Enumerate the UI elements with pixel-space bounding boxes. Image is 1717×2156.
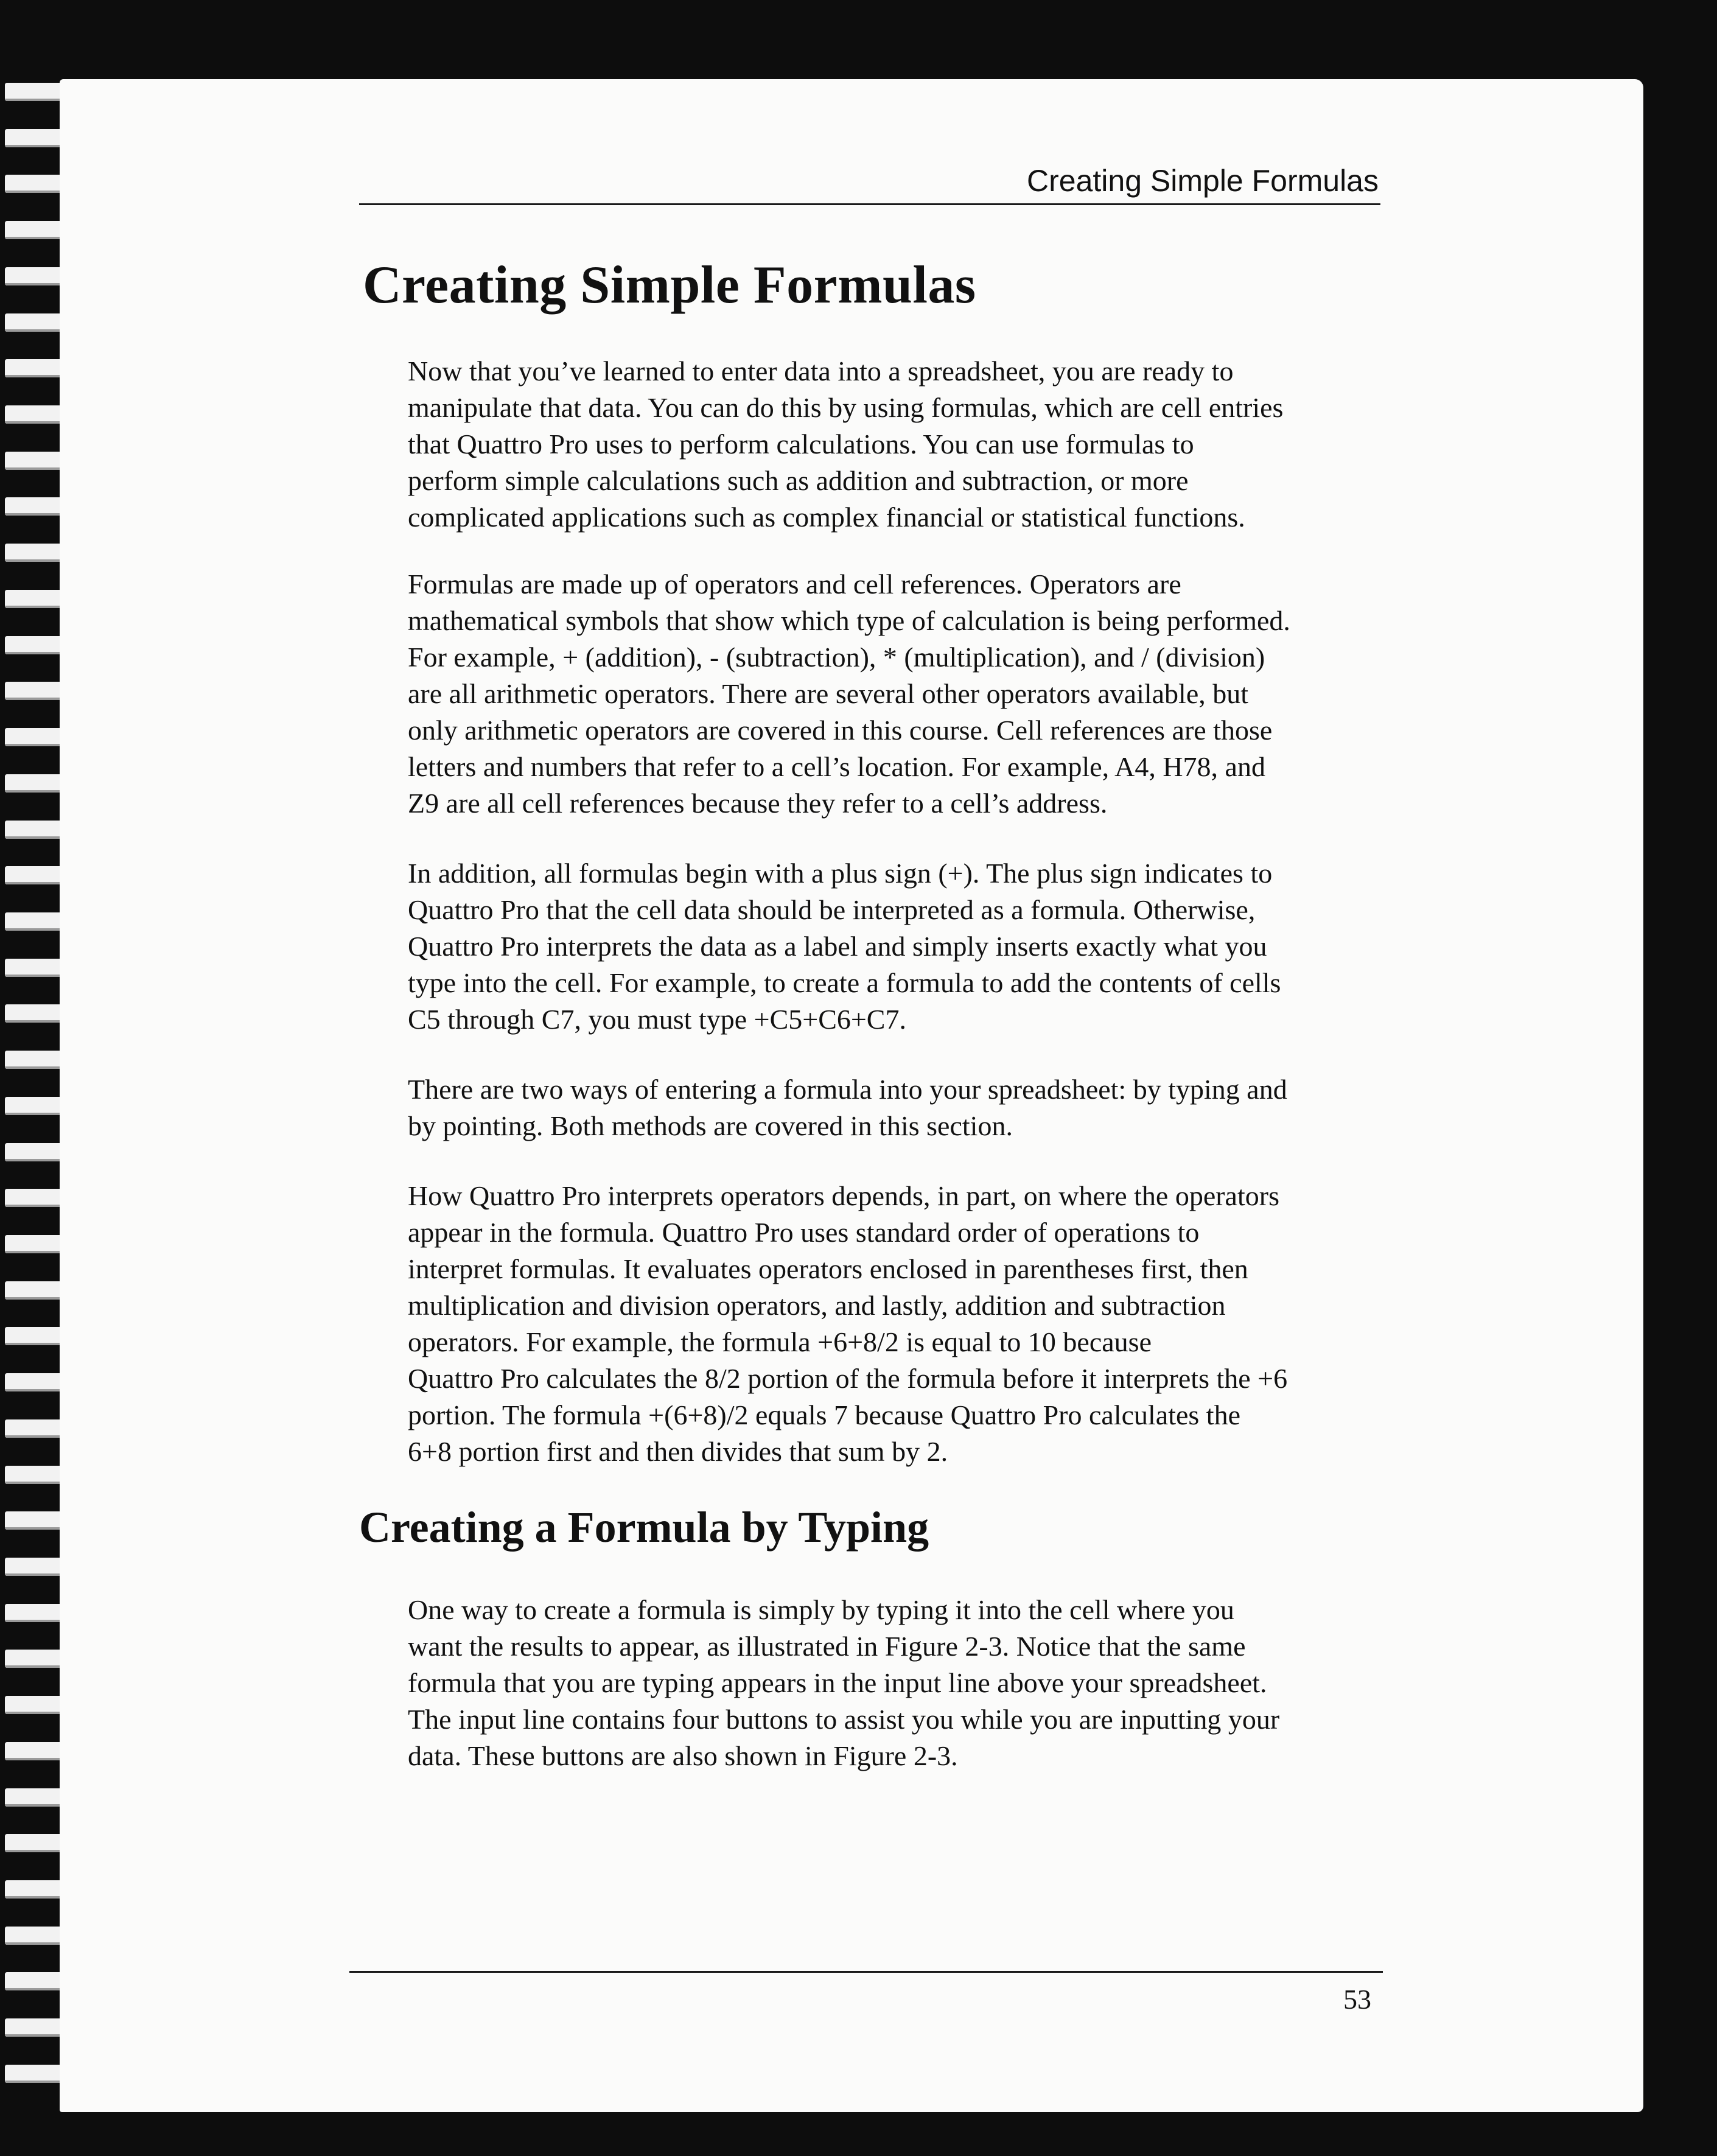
text-line: type into the cell. For example, to create a formula to add the contents of cells — [408, 967, 1281, 998]
text-line: manipulate that data. You can do this by using formulas, which are cell entries — [408, 392, 1284, 423]
header-rule — [359, 203, 1380, 205]
text-line: Quattro Pro calculates the 8/2 portion of the formula before it interprets the +6 — [408, 1363, 1288, 1394]
text-line: are all arithmetic operators. There are several other operators available, but — [408, 678, 1249, 709]
text-line: C5 through C7, you must type +C5+C6+C7. — [408, 1004, 906, 1035]
text-line: multiplication and division operators, and lastly, addition and subtraction — [408, 1290, 1226, 1321]
paragraph-1 — [408, 353, 1388, 536]
text-line: want the results to appear, as illustrated in Figure 2-3. Notice that the same — [408, 1631, 1246, 1662]
text-line: complicated applications such as complex financial or statistical functions. — [408, 502, 1245, 533]
text-line: letters and numbers that refer to a cell’s location. For example, A4, H78, and — [408, 751, 1265, 782]
text-line: Quattro Pro interprets the data as a label and simply inserts exactly what you — [408, 931, 1267, 962]
paragraph-3 — [408, 855, 1388, 1038]
text-line: interpret formulas. It evaluates operators enclosed in parentheses first, then — [408, 1253, 1248, 1284]
running-header: Creating Simple Formulas — [1027, 164, 1379, 198]
text-line: only arithmetic operators are covered in this course. Cell references are those — [408, 715, 1273, 746]
text-line: that Quattro Pro uses to perform calculations. You can use formulas to — [408, 429, 1194, 460]
text-line: formula that you are typing appears in the input line above your spreadsheet. — [408, 1667, 1267, 1698]
text-line: Z9 are all cell references because they refer to a cell’s address. — [408, 788, 1108, 819]
text-line: mathematical symbols that show which type of calculation is being performed. — [408, 605, 1290, 636]
paragraph-2 — [408, 566, 1388, 822]
text-line: There are two ways of entering a formula into your spreadsheet: by typing and — [408, 1074, 1287, 1105]
text-line: In addition, all formulas begin with a plus sign (+). The plus sign indicates to — [408, 858, 1273, 889]
page-number: 53 — [1343, 1984, 1371, 2015]
text-line: One way to create a formula is simply by typing it into the cell where you — [408, 1594, 1234, 1625]
text-line: Quattro Pro that the cell data should be interpreted as a formula. Otherwise, — [408, 894, 1256, 925]
text-line: portion. The formula +(6+8)/2 equals 7 because Quattro Pro calculates the — [408, 1399, 1241, 1430]
text-line: operators. For example, the formula +6+8/2 is equal to 10 because — [408, 1326, 1152, 1357]
text-line: by pointing. Both methods are covered in this section. — [408, 1110, 1013, 1141]
text-line: Now that you’ve learned to enter data into a spreadsheet, you are ready to — [408, 355, 1234, 387]
text-line: How Quattro Pro interprets operators depends, in part, on where the operators — [408, 1180, 1279, 1211]
paragraph-5 — [408, 1178, 1388, 1470]
paragraph-6 — [408, 1592, 1388, 1774]
text-line: The input line contains four buttons to assist you while you are inputting your — [408, 1704, 1280, 1735]
text-line: For example, + (addition), - (subtraction), * (multiplication), and / (division) — [408, 642, 1265, 673]
section-heading: Creating a Formula by Typing — [359, 1503, 929, 1552]
text-line: 6+8 portion first and then divides that sum by 2. — [408, 1436, 948, 1467]
text-line: Formulas are made up of operators and cell references. Operators are — [408, 569, 1181, 600]
text-line: perform simple calculations such as addition and subtraction, or more — [408, 465, 1189, 496]
text-line: appear in the formula. Quattro Pro uses standard order of operations to — [408, 1217, 1200, 1248]
paragraph-4 — [408, 1071, 1388, 1144]
page-title: Creating Simple Formulas — [363, 256, 976, 315]
text-line: data. These buttons are also shown in Figure 2-3. — [408, 1740, 958, 1771]
footer-rule — [349, 1971, 1383, 1973]
